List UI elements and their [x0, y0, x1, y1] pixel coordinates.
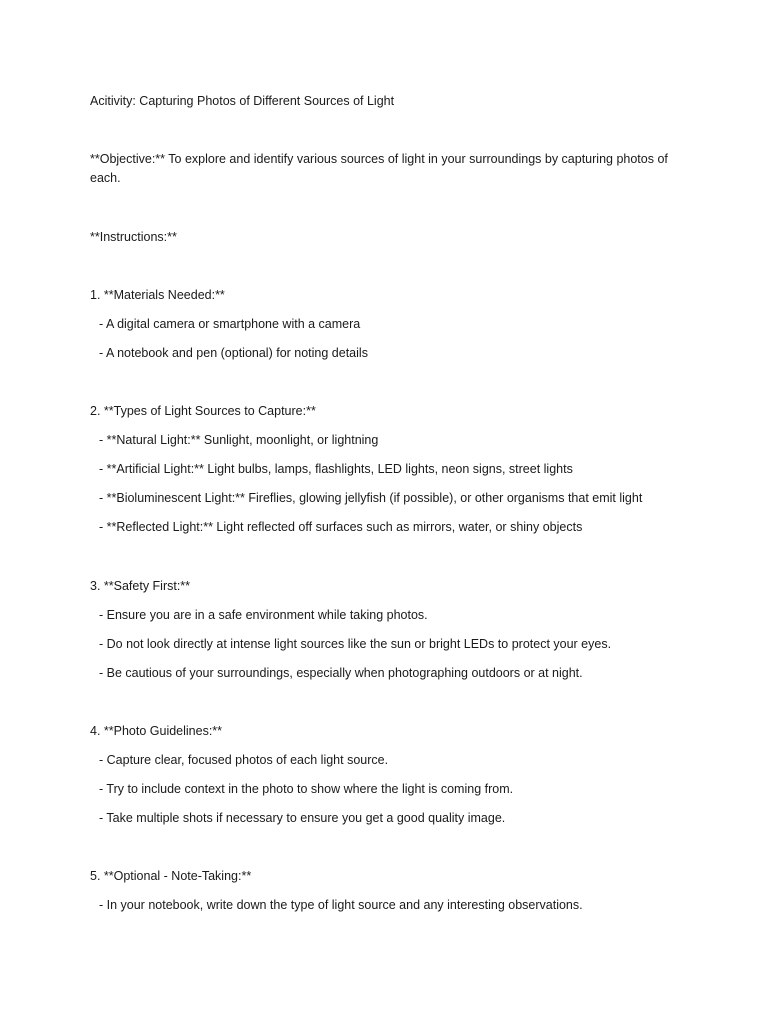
list-item: - Ensure you are in a safe environment while taking photos.	[99, 608, 428, 622]
section-heading-light-sources: 2. **Types of Light Sources to Capture:**	[90, 404, 316, 418]
list-item: - Take multiple shots if necessary to ensure you get a good quality image.	[99, 811, 506, 825]
section-heading-photo-guidelines: 4. **Photo Guidelines:**	[90, 724, 223, 738]
list-item: - **Bioluminescent Light:** Fireflies, glowing jellyfish (if possible), or other organisms that emit light	[99, 491, 643, 505]
list-item: - In your notebook, write down the type of light source and any interesting observations.	[99, 898, 583, 912]
list-item: - Capture clear, focused photos of each light source.	[99, 753, 389, 767]
instructions-heading: **Instructions:**	[90, 230, 177, 244]
list-item: - **Natural Light:** Sunlight, moonlight, or lightning	[99, 433, 379, 447]
list-item: - Do not look directly at intense light sources like the sun or bright LEDs to protect your eyes.	[99, 637, 612, 651]
list-item: - A notebook and pen (optional) for noting details	[99, 346, 368, 360]
list-item: - **Reflected Light:** Light reflected off surfaces such as mirrors, water, or shiny objects	[99, 520, 583, 534]
section-heading-materials: 1. **Materials Needed:**	[90, 288, 225, 302]
objective-paragraph: **Objective:** To explore and identify various sources of light in your surroundings by capturing photos of each.	[90, 152, 668, 185]
list-item: - A digital camera or smartphone with a camera	[99, 317, 361, 331]
document-title: Acitivity: Capturing Photos of Different Sources of Light	[90, 94, 395, 108]
section-heading-safety: 3. **Safety First:**	[90, 579, 191, 593]
section-heading-note-taking: 5. **Optional - Note-Taking:**	[90, 869, 252, 883]
list-item: - **Artificial Light:** Light bulbs, lamps, flashlights, LED lights, neon signs, street lights	[99, 462, 573, 476]
list-item: - Be cautious of your surroundings, especially when photographing outdoors or at night.	[99, 666, 583, 680]
list-item: - Try to include context in the photo to show where the light is coming from.	[99, 782, 514, 796]
